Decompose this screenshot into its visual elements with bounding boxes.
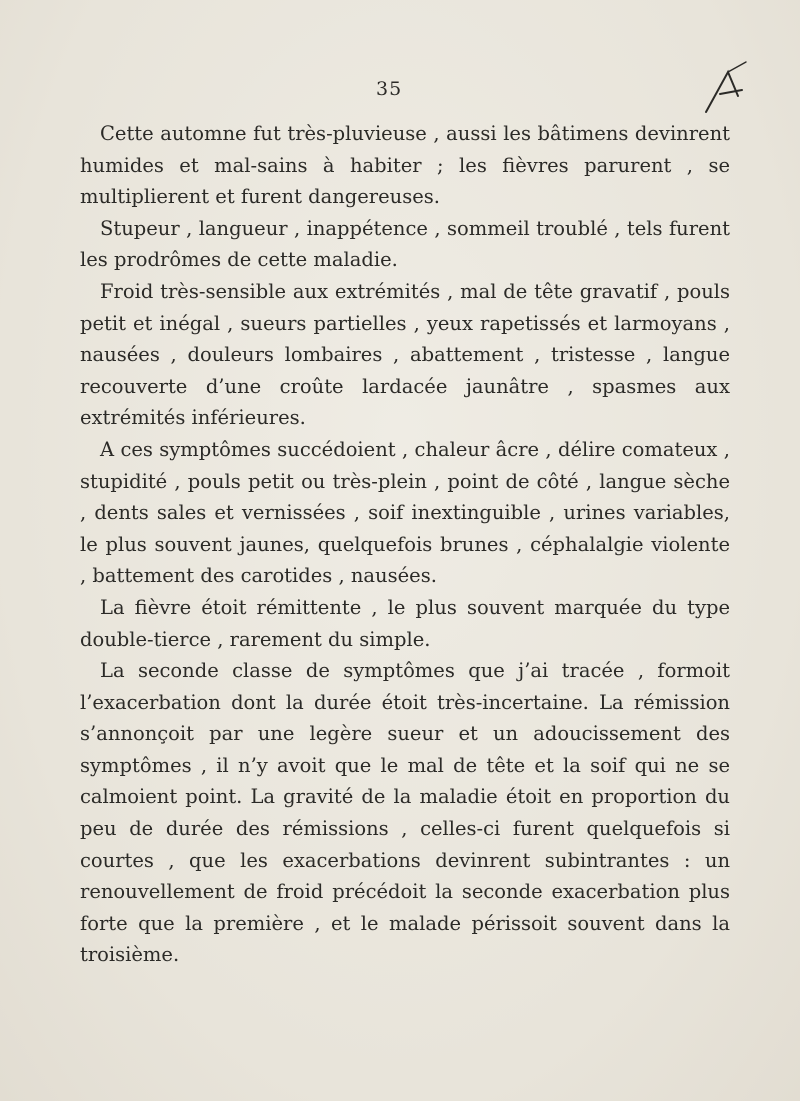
- paragraph-3: Froid très-sensible aux extrémités , mal de tête gravatif , pouls petit et inégal , sueurs partielles , yeux rapetissés et larmoyans , nausées , douleurs lombaires , abattement , tristesse , langue recouverte d’une croûte lardacée jaunâtre , spasmes aux extrémités inférieures.: [80, 279, 730, 430]
- paragraph-2: Stupeur , langueur , inappétence , sommeil troublé , tels furent les prodrômes de cette maladie.: [80, 216, 730, 272]
- paragraph-1: Cette automne fut très-pluvieuse , aussi les bâtimens devinrent humides et mal-sains à habiter ; les fièvres parurent , se multiplierent et furent dangereuses.: [80, 122, 730, 209]
- page-number: 35: [376, 78, 403, 100]
- paragraph-5: La fièvre étoit rémittente , le plus souvent marquée du type double-tierce , rarement du simple.: [80, 595, 730, 651]
- paragraph-4: A ces symptômes succédoient , chaleur âcre , délire comateux , stupidité , pouls petit ou très-plein , point de côté , langue sèche , dents sales et vernissées , soif inextinguible , urines variables, le plus souvent jaunes, quelquefois brunes , céphalalgie violente , battement des carotides , nausées.: [80, 437, 730, 588]
- paragraph-6: La seconde classe de symptômes que j’ai tracée , formoit l’exacerbation dont la durée étoit très-incertaine. La rémission s’annonçoit par une legère sueur et un adoucissement des symptômes , il n’y avoit que le mal de tête et la soif qui ne se calmoient point. La gravité de la maladie étoit en proportion du peu de durée des rémissions , celles-ci furent quelquefois si courtes , que les exacerbations devinrent subintrantes : un renouvellement de froid précédoit la seconde exacerbation plus forte que la première , et le malade périssoit souvent dans la troisième.: [80, 659, 730, 967]
- handwritten-mark-icon: [698, 60, 758, 120]
- body-text: [80, 118, 730, 971]
